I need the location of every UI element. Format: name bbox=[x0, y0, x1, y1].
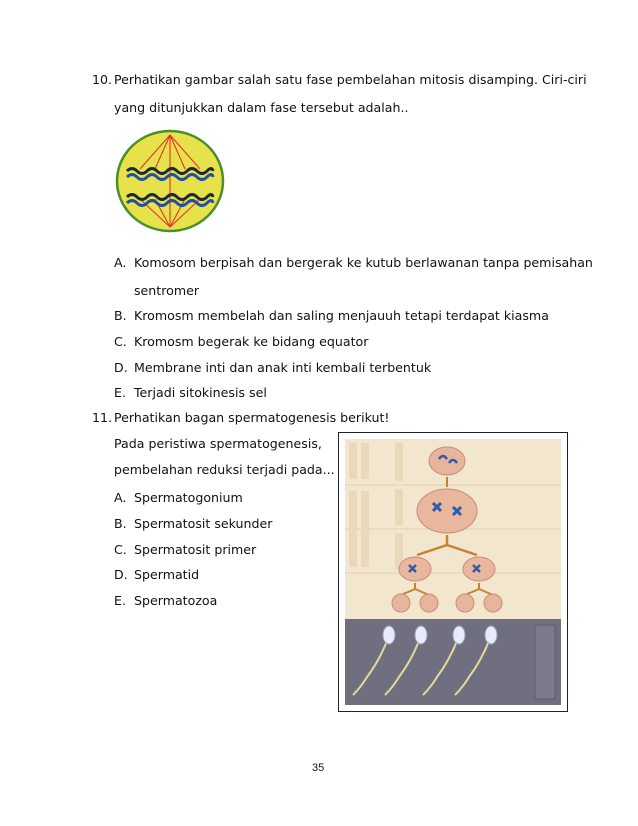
option-b-text: Kromosm membelah dan saling menjauuh tetapi terdapat kiasma bbox=[134, 308, 549, 323]
q11-option-b-letter: B. bbox=[114, 516, 127, 531]
option-a-text: Komosom berpisah dan bergerak ke kutub berlawanan tanpa pemisahan bbox=[134, 255, 593, 270]
question-11-text-line3: pembelahan reduksi terjadi pada... bbox=[114, 462, 335, 477]
q11-option-d-letter: D. bbox=[114, 567, 128, 582]
question-10-text-line2: yang ditunjukkan dalam fase tersebut adalah.. bbox=[114, 100, 409, 115]
q11-option-a-text: Spermatogonium bbox=[134, 490, 243, 505]
spermatogenesis-diagram bbox=[338, 432, 568, 712]
question-11-text-line1: Perhatikan bagan spermatogenesis berikut! bbox=[114, 410, 390, 425]
q11-option-e-letter: E. bbox=[114, 593, 126, 608]
q11-option-b-text: Spermatosit sekunder bbox=[134, 516, 273, 531]
option-d-letter: D. bbox=[114, 360, 128, 375]
option-d-text: Membrane inti dan anak inti kembali terbentuk bbox=[134, 360, 432, 375]
question-11-text-line2: Pada peristiwa spermatogenesis, bbox=[114, 436, 322, 451]
option-e-text: Terjadi sitokinesis sel bbox=[134, 385, 267, 400]
q11-option-c-letter: C. bbox=[114, 542, 127, 557]
option-c-letter: C. bbox=[114, 334, 127, 349]
q11-option-c-text: Spermatosit primer bbox=[134, 542, 257, 557]
q11-option-a-letter: A. bbox=[114, 490, 127, 505]
question-10-text-line1: Perhatikan gambar salah satu fase pembelahan mitosis disamping. Ciri-ciri bbox=[114, 72, 587, 87]
question-11-number: 11. bbox=[92, 410, 113, 425]
page-number: 35 bbox=[312, 762, 325, 774]
option-b-letter: B. bbox=[114, 308, 127, 323]
mitosis-cell-figure bbox=[115, 129, 225, 233]
option-a-letter: A. bbox=[114, 255, 127, 270]
option-a-text-cont: sentromer bbox=[134, 283, 200, 298]
question-10-number: 10. bbox=[92, 72, 113, 87]
q11-option-e-text: Spermatozoa bbox=[134, 593, 218, 608]
option-c-text: Kromosm begerak ke bidang equator bbox=[134, 334, 369, 349]
option-e-letter: E. bbox=[114, 385, 126, 400]
q11-option-d-text: Spermatid bbox=[134, 567, 200, 582]
